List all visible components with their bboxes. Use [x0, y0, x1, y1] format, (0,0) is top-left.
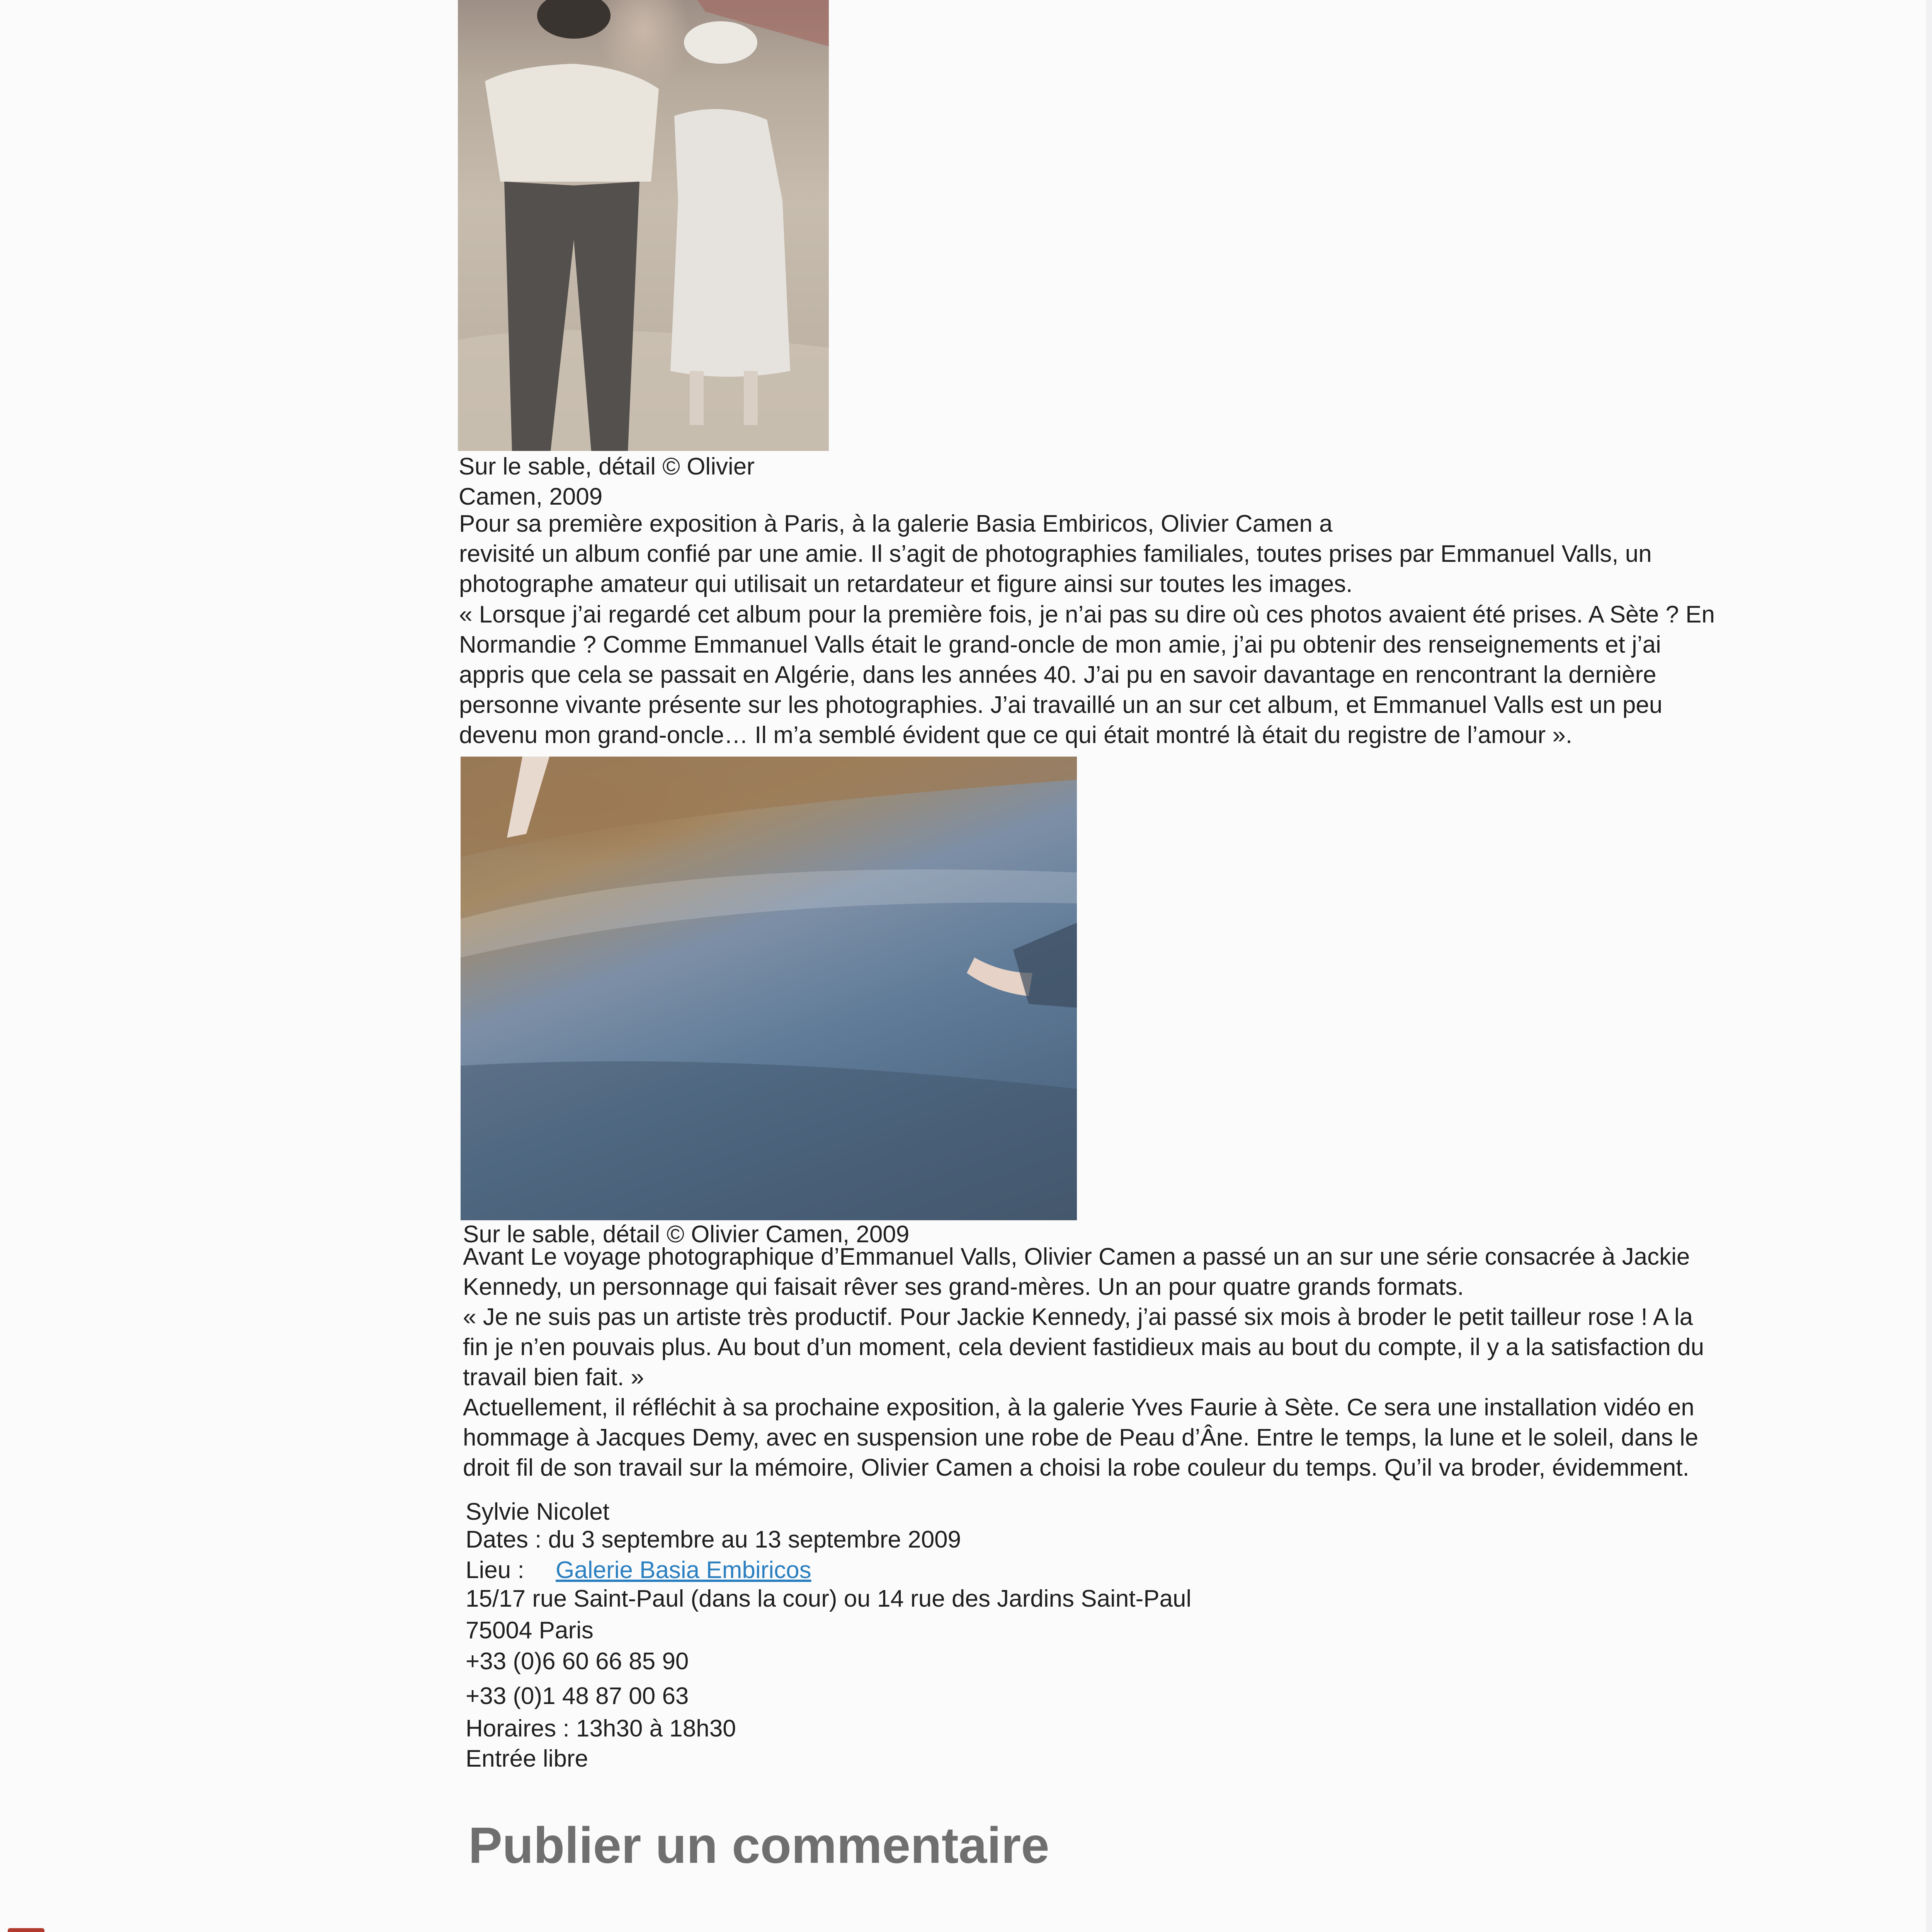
info-hours: Horaires : 13h30 à 18h30	[466, 1715, 736, 1742]
photo-water-on-sand	[461, 757, 1077, 1220]
paragraph-3-line-3: droit fil de son travail sur la mémoire, Olivier Camen a choisi la robe couleur du temps. Qu’il va broder, évidemment.	[463, 1454, 1689, 1481]
paragraph-3-line-2: hommage à Jacques Demy, avec en suspension une robe de Peau d’Âne. Entre le temps, la lune et le soleil, dans le	[463, 1424, 1699, 1451]
quote-1-line-1: « Lorsque j’ai regardé cet album pour la première fois, je n’ai pas su dire où ces photos avaient été prises. A Sète ? En	[459, 601, 1715, 628]
paragraph-3-line-1: Actuellement, il réfléchit à sa prochaine exposition, à la galerie Yves Faurie à Sète. Ce sera une installation vidéo en	[463, 1394, 1694, 1421]
paragraph-1-line-1: Pour sa première exposition à Paris, à la galerie Basia Embiricos, Olivier Camen a	[459, 510, 1333, 537]
paragraph-2-line-1: Avant Le voyage photographique d’Emmanuel Valls, Olivier Camen a passé un an sur une série consacrée à Jackie	[463, 1243, 1690, 1270]
photo-couple-illustration	[458, 0, 829, 451]
quote-1-line-3: appris que cela se passait en Algérie, dans les années 40. J’ai pu en savoir davantage en rencontrant la dernière	[459, 662, 1656, 688]
quote-2-line-2: fin je n’en pouvais plus. Au bout d’un moment, cela devient fastidieux mais au bout du compte, il y a la satisfaction du	[463, 1334, 1704, 1361]
quote-2-line-3: travail bien fait. »	[463, 1364, 644, 1391]
info-phone-1: +33 (0)6 60 66 85 90	[466, 1648, 689, 1675]
paragraph-1-line-2: revisité un album confié par une amie. Il s’agit de photographies familiales, toutes prises par Emmanuel Valls, un	[459, 541, 1652, 567]
quote-2-line-1: « Je ne suis pas un artiste très productif. Pour Jackie Kennedy, j’ai passé six mois à broder le petit tailleur rose ! A la	[463, 1304, 1693, 1330]
info-dates: Dates : du 3 septembre au 13 septembre 2009	[466, 1526, 961, 1553]
photo-couple-on-sand	[458, 0, 829, 451]
comments-heading: Publier un commentaire	[468, 1817, 1049, 1874]
info-address-2: 75004 Paris	[466, 1617, 594, 1644]
photo-water-illustration	[461, 757, 1077, 1220]
info-phone-2: +33 (0)1 48 87 00 63	[466, 1683, 689, 1709]
paragraph-1-line-3: photographe amateur qui utilisait un retardateur et figure ainsi sur toutes les images.	[459, 571, 1353, 597]
galerie-link[interactable]: Galerie Basia Embiricos	[556, 1557, 811, 1583]
info-lieu-label: Lieu :	[466, 1557, 524, 1583]
caption-1-line-2: Camen, 2009	[459, 483, 603, 510]
caption-1-line-1: Sur le sable, détail © Olivier	[459, 453, 755, 480]
caption-2: Sur le sable, détail © Olivier Camen, 2009	[463, 1221, 910, 1248]
info-address-1: 15/17 rue Saint-Paul (dans la cour) ou 14 rue des Jardins Saint-Paul	[466, 1585, 1192, 1612]
quote-1-line-2: Normandie ? Comme Emmanuel Valls était le grand-oncle de mon amie, j’ai pu obtenir des renseignements et j’ai	[459, 631, 1661, 658]
page-edge	[1926, 0, 1932, 1932]
quote-1-line-4: personne vivante présente sur les photographies. J’ai travaillé un an sur cet album, et Emmanuel Valls est un peu	[459, 692, 1663, 718]
productions-logo-icon	[8, 1928, 44, 1932]
quote-1-line-5: devenu mon grand-oncle… Il m’a semblé évident que ce qui était montré là était du registre de l’amour ».	[459, 722, 1573, 748]
paragraph-2-line-2: Kennedy, un personnage qui faisait rêver ses grand-mères. Un an pour quatre grands formats.	[463, 1274, 1464, 1300]
info-entry: Entrée libre	[466, 1745, 588, 1772]
author-name: Sylvie Nicolet	[466, 1498, 610, 1525]
